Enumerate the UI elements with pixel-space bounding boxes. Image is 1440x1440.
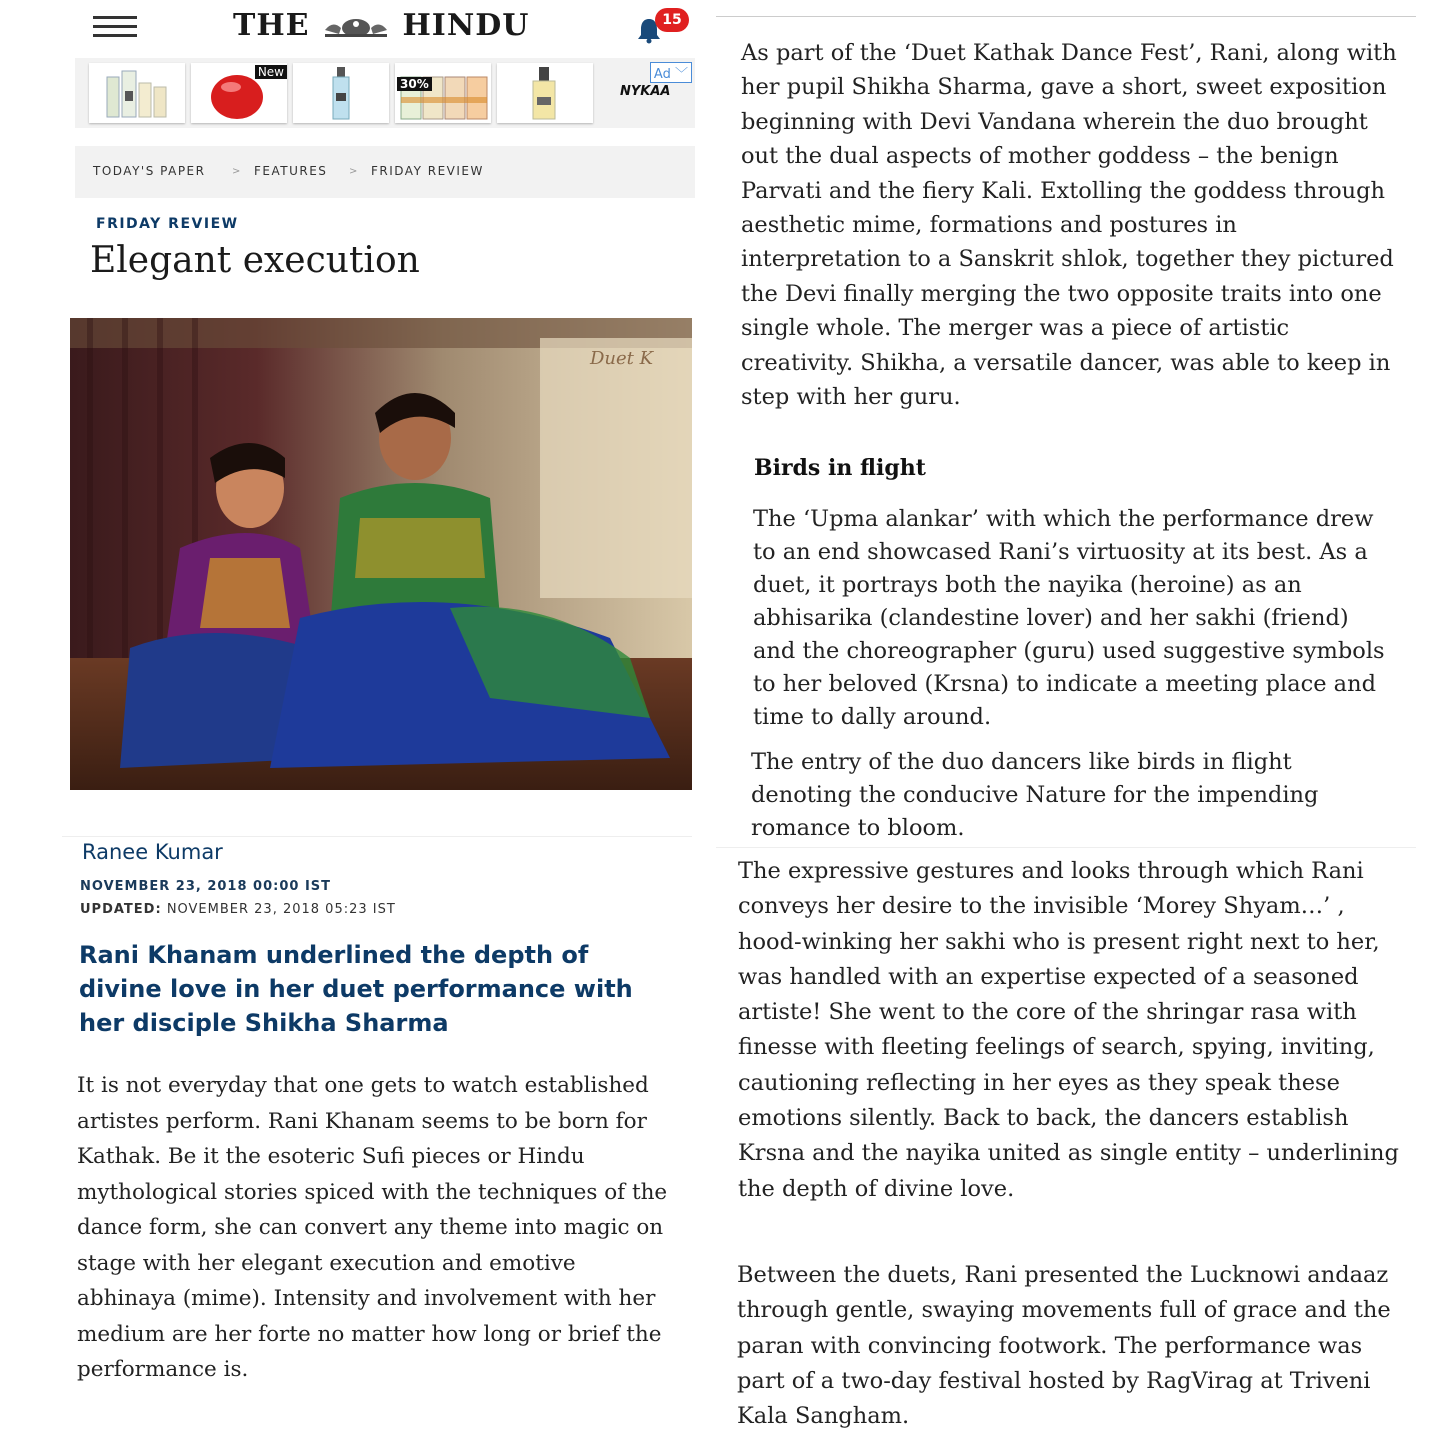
breadcrumb-friday-review[interactable]: FRIDAY REVIEW bbox=[371, 164, 484, 178]
divider bbox=[716, 16, 1416, 17]
article-paragraph-2: The ‘Upma alankar’ with which the performance drew to an end showcased Rani’s virtuosity at its best. As a duet, it portrays both the nayika (heroine) as an abhisarika (clandestine lover) and her sakhi (friend) and the choreographer (guru) used suggestive symbols to her beloved (Krsna) to indicate a meeting place and time to dally around. bbox=[753, 506, 1385, 730]
article-paragraph-1: As part of the ‘Duet Kathak Dance Fest’, Rani, along with her pupil Shikha Sharma, gave a short, sweet exposition beginning with Devi Vandana wherein the duo brought out the dual aspects of mother goddess – the benign Parvati and the fiery Kali. Extolling the goddess through aesthetic mime, formations and postures in interpretation to a Sanskrit shlok, together they pictured the Devi finally merging the two opposite traits into one single whole. The merger was a piece of artistic creativity. Shikha, a versatile dancer, was able to keep in step with her guru. bbox=[741, 40, 1397, 411]
menu-icon[interactable] bbox=[93, 16, 137, 40]
nykaa-logo[interactable]: NYKAA bbox=[620, 84, 671, 99]
breadcrumb-separator: > bbox=[232, 166, 242, 177]
article-paragraph-5: Between the duets, Rani presented the Lucknowi andaaz through gentle, swaying movements full of grace and the paran with convincing footwork. The performance was part of a two-day festival hosted by RagVirag at Triveni Kala Sangham. bbox=[737, 1262, 1391, 1430]
tubes-icon bbox=[395, 63, 491, 123]
bottle-icon bbox=[497, 63, 593, 123]
ad-product-clinique-set[interactable] bbox=[89, 63, 185, 123]
masthead-right: HINDU bbox=[402, 8, 530, 43]
updated-date bbox=[80, 902, 396, 917]
breadcrumb-separator: > bbox=[349, 166, 359, 177]
site-logo[interactable] bbox=[233, 8, 529, 43]
article-lead-paragraph: It is not everyday that one gets to watch established artistes perform. Rani Khanam seems to be born for Kathak. Be it the esoteric Sufi pieces or Hindu mythological stories spiced with the techniques of the dance form, she can convert any theme into magic on stage with her elegant execution and emotive abhinaya (mime). Intensity and involvement with her medium are her forte no matter how long or brief the performance is. bbox=[77, 1073, 668, 1382]
ad-product-yellow-bottle[interactable] bbox=[497, 63, 593, 123]
ad-strip[interactable] bbox=[75, 58, 695, 128]
bottle-icon bbox=[293, 63, 389, 123]
article-screenshot-left bbox=[0, 0, 712, 1440]
banner-text: Duet K bbox=[590, 348, 654, 369]
breadcrumb-features[interactable]: FEATURES bbox=[254, 164, 328, 178]
section-label[interactable]: FRIDAY REVIEW bbox=[96, 216, 239, 232]
ad-product-red-jar[interactable] bbox=[191, 63, 287, 123]
chevron-down-icon: ﹀ bbox=[674, 67, 688, 82]
ad-label: Ad bbox=[653, 67, 671, 82]
skincare-bottles-icon bbox=[89, 63, 185, 123]
site-header bbox=[75, 0, 695, 58]
breadcrumb bbox=[75, 146, 695, 198]
ad-product-biotique[interactable] bbox=[395, 63, 491, 123]
masthead-left: THE bbox=[233, 8, 310, 43]
breadcrumb-todays-paper[interactable]: TODAY'S PAPER bbox=[93, 164, 206, 178]
divider bbox=[716, 847, 1416, 848]
ad-product-blue-bottle[interactable] bbox=[293, 63, 389, 123]
article-paragraph-4: The expressive gestures and looks through which Rani conveys her desire to the invisible ‘Morey Shyam…’ , hood-winking her sakhi who is present right next to her, was handled with an expertise expected of a seasoned artiste! She went to the core of the shringar rasa with finesse with fleeting feelings of search, spying, inviting, cautioning reflecting in her eyes as they speak these emotions silently. Back to back, the dancers establish Krsna and the nayika united as single entity – underlining the depth of divine love. bbox=[738, 858, 1399, 1202]
article-standfirst: Rani Khanam underlined the depth of divine love in her duet performance with her disciple Shikha Sharma bbox=[79, 941, 633, 1037]
article-photo[interactable] bbox=[70, 318, 692, 790]
discount-tag: 30% bbox=[397, 77, 432, 91]
article-title: Elegant execution bbox=[90, 240, 420, 281]
updated-label: UPDATED: bbox=[80, 902, 162, 917]
article-paragraph-3: The entry of the duo dancers like birds in flight denoting the conducive Nature for the impending romance to bloom. bbox=[751, 749, 1319, 841]
notification-badge: 15 bbox=[655, 8, 689, 32]
author-name[interactable]: Ranee Kumar bbox=[82, 840, 223, 864]
ad-choices-badge[interactable] bbox=[650, 62, 692, 83]
crest-icon bbox=[323, 16, 389, 38]
published-date: NOVEMBER 23, 2018 00:00 IST bbox=[80, 879, 332, 894]
updated-value: NOVEMBER 23, 2018 05:23 IST bbox=[166, 902, 396, 917]
subheading: Birds in flight bbox=[754, 455, 926, 481]
new-tag: New bbox=[255, 65, 287, 79]
divider bbox=[62, 836, 692, 837]
dancers-photo bbox=[70, 318, 692, 790]
